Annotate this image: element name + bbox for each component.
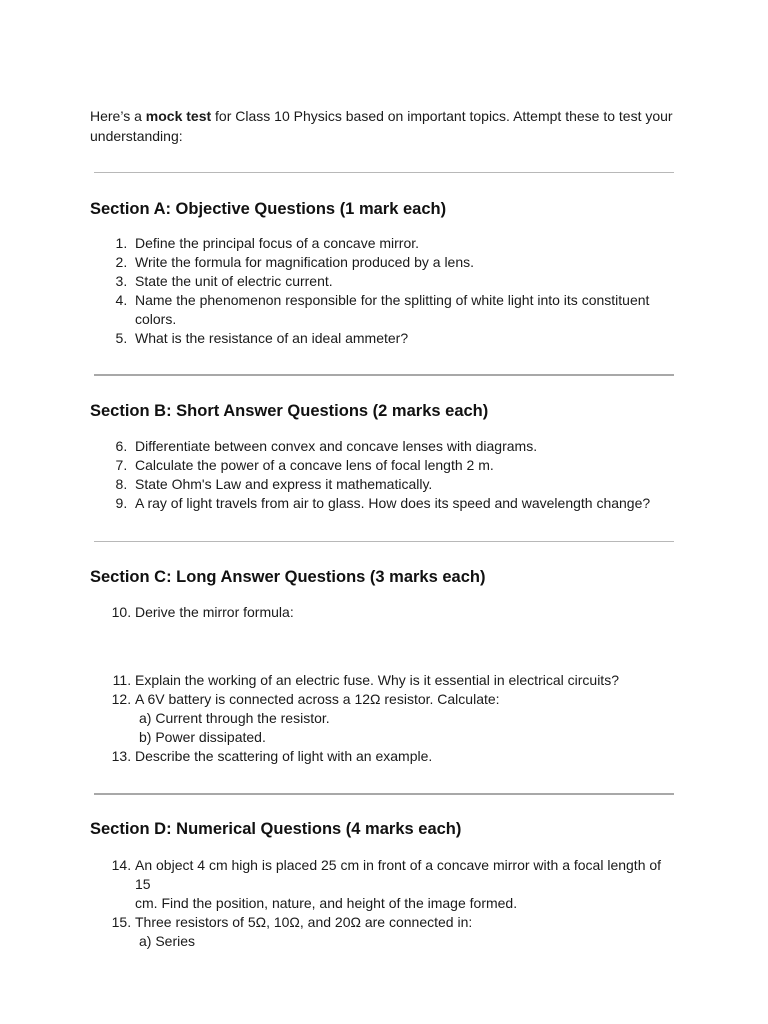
divider (94, 172, 674, 173)
question-text: State Ohm's Law and express it mathematically. (135, 476, 433, 492)
intro-bold-text: mock test (145, 108, 212, 124)
question-text (135, 291, 680, 329)
intro-line2: understanding: (90, 128, 183, 144)
question-text: Differentiate between convex and concave lenses with diagrams. (135, 438, 538, 454)
sub-question: b) Power dissipated. (139, 729, 266, 745)
question-item (90, 456, 680, 475)
divider (94, 541, 674, 542)
question-item (90, 291, 680, 329)
intro-rest: for Class 10 Physics based on important topics. Attempt these to test your (211, 108, 673, 124)
question-list-b (90, 437, 680, 513)
section-heading-d: Section D: Numerical Questions (4 marks each) (90, 820, 462, 838)
question-text-line: cm. Find the position, nature, and height of the image formed. (135, 895, 518, 911)
question-item (90, 234, 680, 253)
question-item (90, 437, 680, 456)
question-item (90, 253, 680, 272)
question-text: Calculate the power of a concave lens of focal length 2 m. (135, 457, 494, 473)
question-item (90, 603, 680, 622)
question-text-line: A 6V battery is connected across a 12Ω resistor. Calculate: (135, 691, 500, 707)
question-item (90, 913, 680, 951)
question-number: 15. (111, 914, 132, 930)
question-item (90, 671, 680, 690)
section-heading-a: Section A: Objective Questions (1 mark each) (90, 200, 447, 218)
question-list-d (90, 856, 680, 951)
formula-space (90, 622, 680, 671)
question-number: 12. (111, 691, 132, 707)
question-number: 7. (115, 457, 128, 473)
question-item (90, 856, 680, 913)
question-text: Define the principal focus of a concave mirror. (135, 235, 420, 251)
question-text: What is the resistance of an ideal ammeter? (135, 330, 409, 346)
question-item (90, 475, 680, 494)
question-text: Explain the working of an electric fuse. Why is it essential in electrical circuits? (135, 672, 619, 688)
question-text: A ray of light travels from air to glass. How does its speed and wavelength change? (135, 495, 651, 511)
question-item (90, 494, 680, 513)
question-number: 8. (115, 476, 128, 492)
question-text (135, 913, 680, 951)
question-text: Write the formula for magnification produced by a lens. (135, 254, 475, 270)
sub-question: a) Series (139, 933, 196, 949)
question-number: 5. (115, 330, 128, 346)
question-number: 10. (111, 604, 132, 620)
intro-prefix: Here’s a (90, 108, 146, 124)
question-number: 1. (115, 235, 128, 251)
question-text-line: Three resistors of 5Ω, 10Ω, and 20Ω are connected in: (135, 914, 473, 930)
question-text: Derive the mirror formula: (135, 604, 294, 620)
question-item (90, 747, 680, 766)
question-text (135, 856, 680, 913)
question-item (90, 272, 680, 291)
sub-question: a) Current through the resistor. (139, 710, 330, 726)
question-text-line: colors. (135, 311, 177, 327)
question-number: 11. (112, 672, 132, 688)
question-number: 13. (111, 748, 132, 764)
question-text-line: An object 4 cm high is placed 25 cm in front of a concave mirror with a focal length of 15 (135, 857, 662, 892)
question-text (135, 690, 680, 747)
question-list-a (90, 234, 680, 348)
question-text-line: Name the phenomenon responsible for the splitting of white light into its constituent (135, 292, 650, 308)
section-heading-c: Section C: Long Answer Questions (3 marks each) (90, 568, 486, 586)
question-number: 2. (115, 254, 128, 270)
question-number: 3. (115, 273, 128, 289)
question-number: 9. (115, 495, 128, 511)
divider (94, 374, 674, 376)
question-number: 4. (115, 292, 128, 308)
question-text: Describe the scattering of light with an example. (135, 748, 433, 764)
question-list-c (90, 603, 680, 766)
intro-paragraph (90, 106, 690, 146)
divider (94, 793, 674, 795)
question-item (90, 329, 680, 348)
section-heading-b: Section B: Short Answer Questions (2 marks each) (90, 402, 489, 420)
question-number: 6. (115, 438, 128, 454)
question-number: 14. (111, 857, 132, 873)
question-item (90, 690, 680, 747)
question-text: State the unit of electric current. (135, 273, 333, 289)
